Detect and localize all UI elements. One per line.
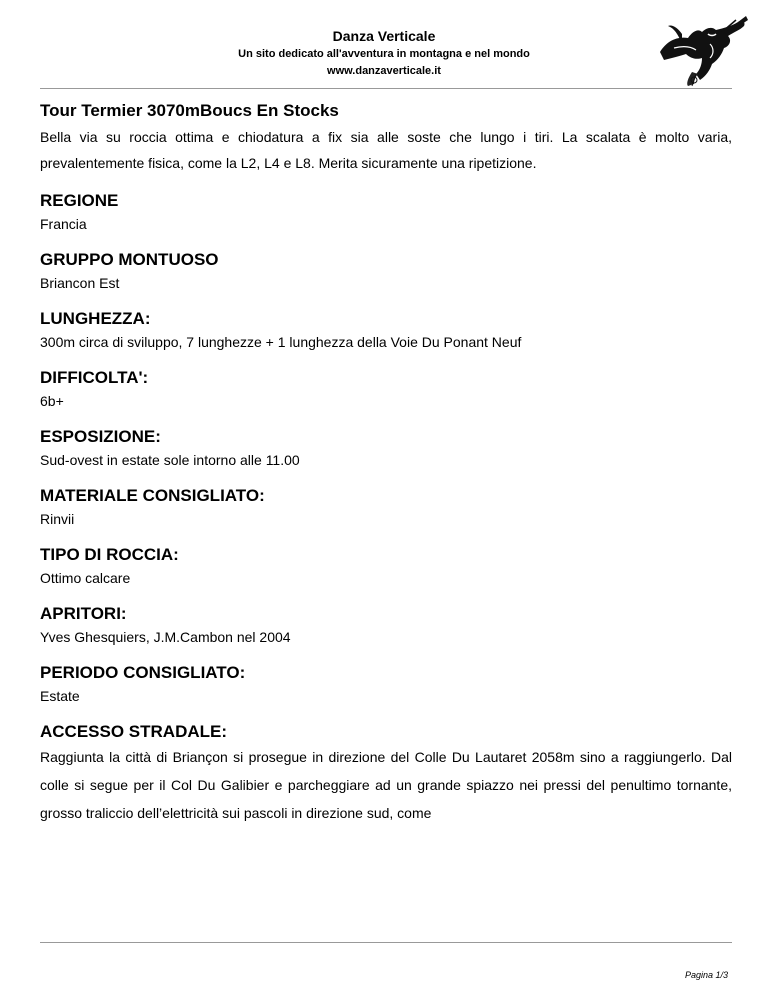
section-materiale [40, 485, 732, 530]
page-number: Pagina 1/3 [684, 970, 728, 980]
footer-divider [40, 942, 732, 943]
site-subtitle: Un sito dedicato all'avventura in montagna e nel mondo [238, 48, 530, 60]
section-tipo-roccia [40, 544, 732, 589]
section-heading: TIPO DI ROCCIA: [40, 545, 179, 564]
section-heading: PERIODO CONSIGLIATO: [40, 663, 246, 682]
document-title: Tour Termier 3070mBoucs En Stocks [40, 101, 339, 120]
climber-logo-icon [652, 14, 752, 88]
section-heading: REGIONE [40, 191, 119, 210]
section-heading: DIFFICOLTA': [40, 368, 149, 387]
section-heading: GRUPPO MONTUOSO [40, 250, 219, 269]
section-text: Rinvii [40, 511, 75, 527]
header-divider [40, 88, 732, 89]
section-text: Ottimo calcare [40, 570, 131, 586]
section-heading: ESPOSIZIONE: [40, 427, 161, 446]
section-lunghezza [40, 308, 732, 353]
section-text: Sud-ovest in estate sole intorno alle 11.00 [40, 452, 300, 468]
section-esposizione [40, 426, 732, 471]
intro-paragraph: Bella via su roccia ottima e chiodatura a fix sia alle soste che lungo i tiri. La scalata è molto varia, prevalentemente fisica, come la L2, L4 e L8. Merita sicuramente una ripetizione. [40, 129, 732, 171]
section-gruppo-montuoso [40, 249, 732, 294]
section-heading: APRITORI: [40, 604, 127, 623]
section-difficolta [40, 367, 732, 412]
section-heading: MATERIALE CONSIGLIATO: [40, 486, 265, 505]
section-text: Raggiunta la città di Briançon si prosegue in direzione del Colle Du Lautaret 2058m sino a raggiungerlo. Dal colle si segue per il Col Du Galibier e parcheggiare ad un grande spiazzo nei pressi del penultimo tornante, grosso traliccio dell’elettricità sui pascoli in direzione sud, come [40, 749, 732, 821]
document-body [40, 96, 732, 827]
section-text: Francia [40, 216, 87, 232]
section-text: 6b+ [40, 393, 64, 409]
site-title: Danza Verticale [332, 28, 436, 44]
site-url: www.danzaverticale.it [327, 65, 441, 77]
section-text: 300m circa di sviluppo, 7 lunghezze + 1 lunghezza della Voie Du Ponant Neuf [40, 334, 522, 350]
section-heading: LUNGHEZZA: [40, 309, 151, 328]
section-text: Estate [40, 688, 80, 704]
section-periodo [40, 662, 732, 707]
section-text: Briancon Est [40, 275, 120, 291]
section-text: Yves Ghesquiers, J.M.Cambon nel 2004 [40, 629, 291, 645]
section-apritori [40, 603, 732, 648]
section-accesso-stradale [40, 721, 732, 827]
section-regione [40, 190, 732, 235]
section-heading: ACCESSO STRADALE: [40, 722, 228, 741]
